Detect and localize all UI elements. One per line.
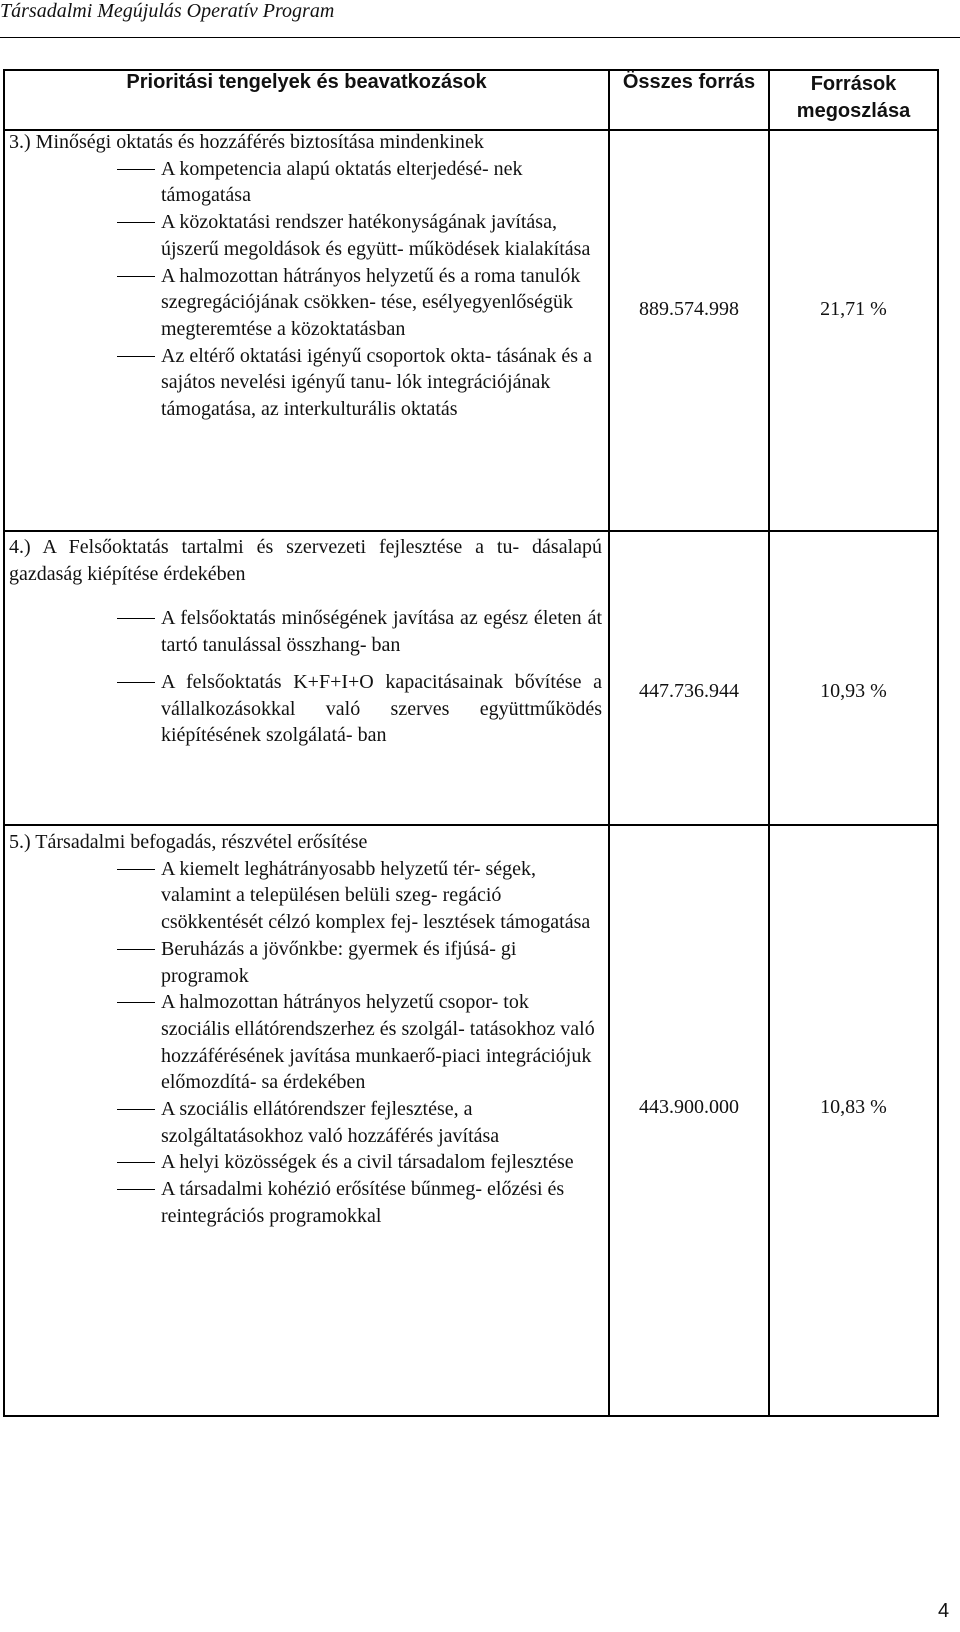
col-header-distribution [769,70,938,130]
list-item: A kompetencia alapú oktatás elterjedésé- nek támogatása [9,156,608,209]
table-header-row [4,70,938,130]
table-row [4,531,938,825]
list-item: Beruházás a jövőnkbe: gyermek és ifjúsá- gi programok [9,936,608,989]
share-value: 10,83 % [820,1096,887,1118]
priority-cell [4,531,609,825]
section-title: 5.) Társadalmi befogadás, részvétel erősítése [9,831,368,853]
priority-cell [4,825,609,1416]
amount-cell [609,130,769,531]
priority-table [3,69,939,1417]
header-rule [0,37,960,38]
document-header: Társadalmi Megújulás Operatív Program [0,0,335,22]
share-cell [769,130,938,531]
amount-cell [609,531,769,825]
section-title: 3.) Minőségi oktatás és hozzáférés biztosítása mindenkinek [9,131,484,153]
page-number: 4 [938,1600,950,1622]
list-item: A felsőoktatás K+F+I+O kapacitásainak bővítése a vállalkozásokkal való szerves együttműködés kiépítésének szolgálatá- ban [9,669,608,749]
table-row [4,130,938,531]
amount-value: 447.736.944 [639,680,739,702]
amount-cell [609,825,769,1416]
priority-cell [4,130,609,531]
list-item: A szociális ellátórendszer fejlesztése, a szolgáltatásokhoz való hozzáférés javítása [9,1096,608,1149]
section-title: 4.) A Felsőoktatás tartalmi és szervezeti fejlesztése a tu- dásalapú gazdaság kiépítése érdekében [9,536,602,585]
list-item: A felsőoktatás minőségének javítása az egész életen át tartó tanulással összhang- ban [9,605,608,658]
list-item: A halmozottan hátrányos helyzetű és a roma tanulók szegregációjának csökken- tése, esélyegyenlőségük megteremtése a közoktatásban [9,263,608,343]
col-header-total-source: Összes forrás [609,70,769,130]
share-cell [769,531,938,825]
list-item: Az eltérő oktatási igényű csoportok okta- tásának és a sajátos nevelési igényű tanu- lók integrációjának támogatása, az interkulturális oktatás [9,343,608,423]
amount-value: 889.574.998 [639,298,739,320]
col-header-distribution-line1: Források [810,73,897,95]
col-header-priorities: Prioritási tengelyek és beavatkozások [4,70,609,130]
list-item: A halmozottan hátrányos helyzetű csopor- tok szociális ellátórendszerhez és szolgál- tatásokhoz való hozzáférésének javítása munkaerő-piaci integrációjuk előmozdítá- sa érdekében [9,989,608,1096]
table-row [4,825,938,1416]
col-header-distribution-line2: megoszlása [796,100,911,122]
share-cell [769,825,938,1416]
list-item: A helyi közösségek és a civil társadalom fejlesztése [9,1149,608,1176]
share-value: 21,71 % [820,298,887,320]
list-item: A kiemelt leghátrányosabb helyzetű tér- ségek, valamint a településen belüli szeg- regáció csökkentését célzó komplex fej- lesztések támogatása [9,856,608,936]
amount-value: 443.900.000 [639,1096,739,1118]
list-item: A közoktatási rendszer hatékonyságának javítása, újszerű megoldások és együtt- működések kialakítása [9,209,608,262]
list-item: A társadalmi kohézió erősítése bűnmeg- előzési és reintegrációs programokkal [9,1176,608,1229]
share-value: 10,93 % [820,680,887,702]
